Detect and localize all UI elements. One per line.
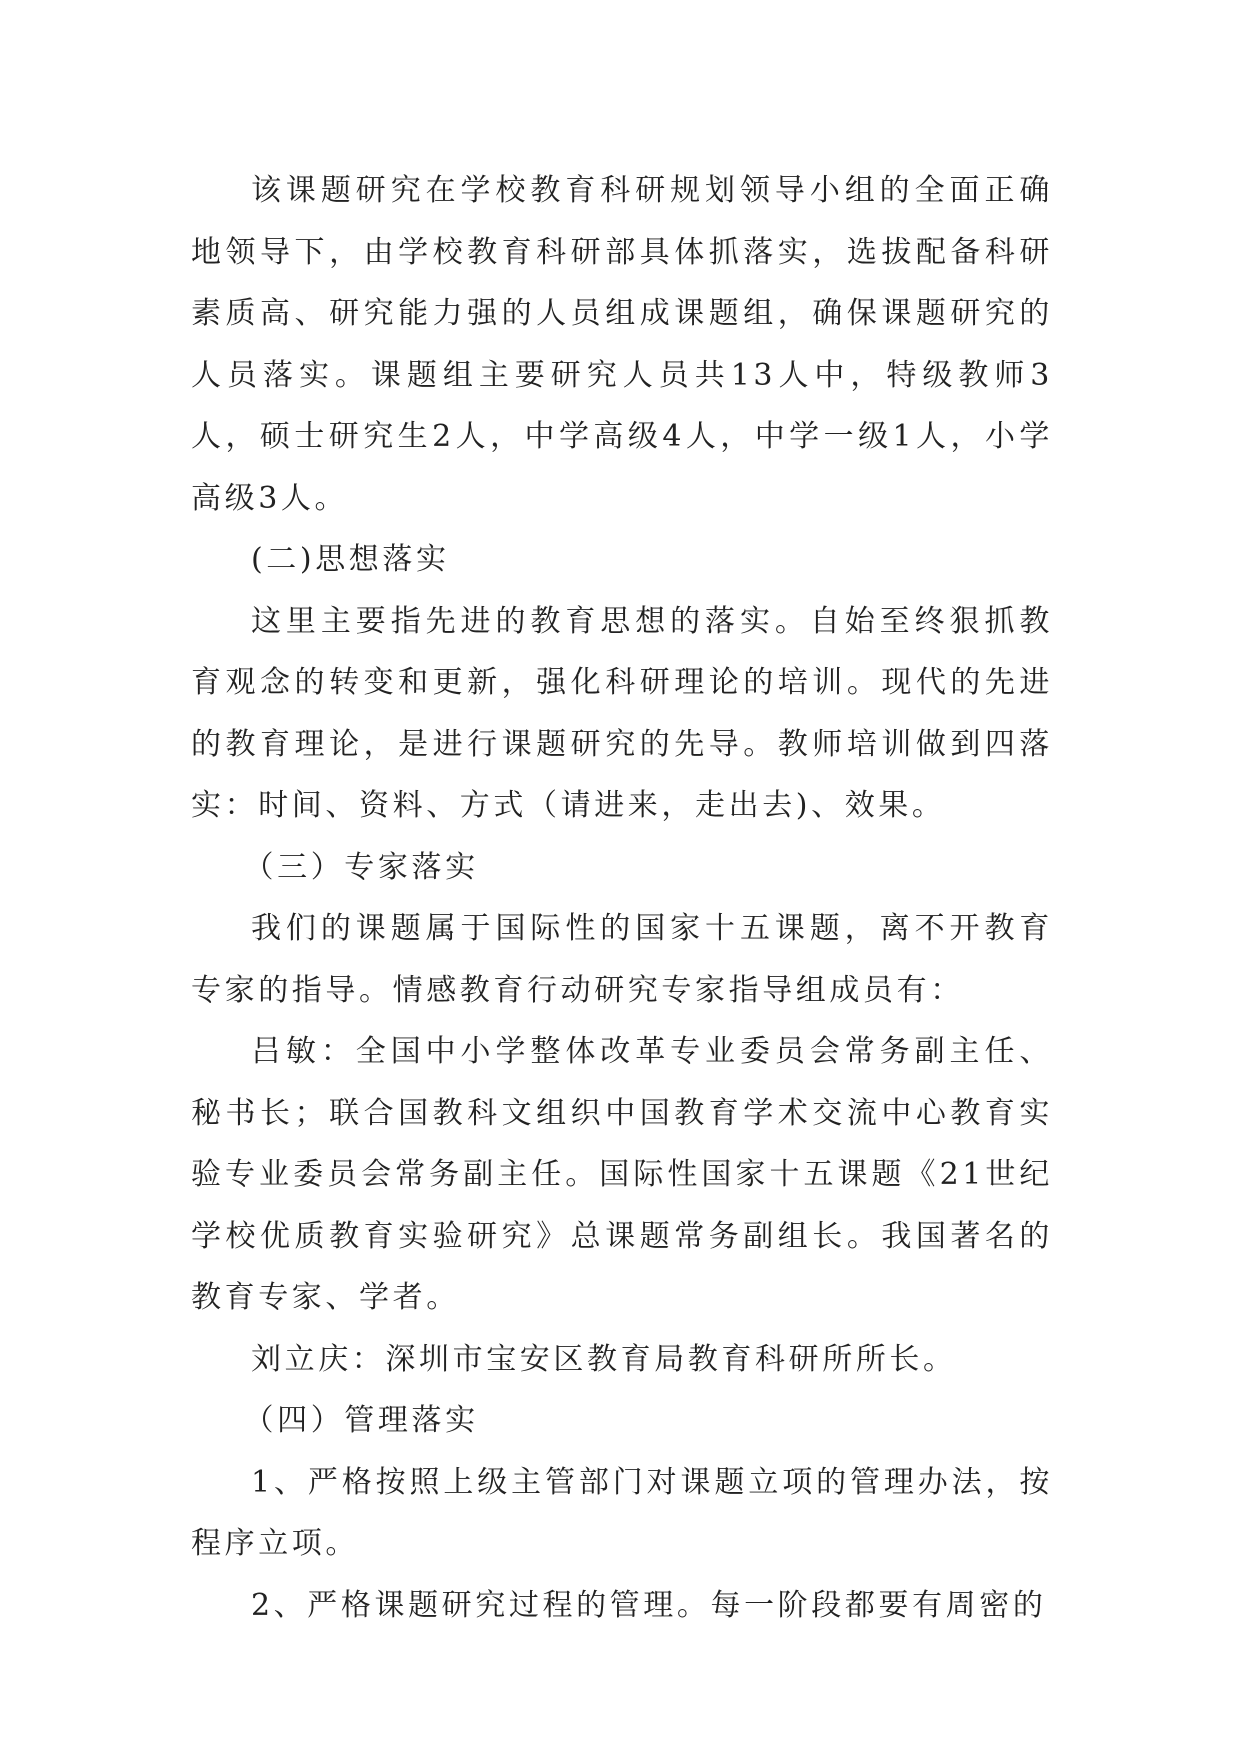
section-heading-experts: （三）专家落实 bbox=[243, 849, 479, 885]
paragraph-expert-liu-liqing: 刘立庆：深圳市宝安区教育局教育科研所所长。 bbox=[251, 1341, 957, 1377]
paragraph-management-1: 1、严格按照上级主管部门对课题立项的管理办法，按程序立项。 bbox=[191, 1464, 1053, 1561]
paragraph-personnel: 该课题研究在学校教育科研规划领导小组的全面正确地领导下，由学校教育科研部具体抓落实，选拔配备科研素质高、研究能力强的人员组成课题组，确保课题研究的人员落实。课题组主要研究人员共13人中，特级教师3人，硕士研究生2人，中学高级4人，中学一级1人，小学高级3人。 bbox=[191, 173, 1053, 516]
document-body bbox=[191, 160, 1053, 1636]
paragraph-ideas: 这里主要指先进的教育思想的落实。自始至终狠抓教育观念的转变和更新，强化科研理论的培训。现代的先进的教育理论，是进行课题研究的先导。教师培训做到四落实：时间、资料、方式（请进来，走出去)、效果。 bbox=[191, 603, 1053, 823]
section-heading-ideas: (二)思想落实 bbox=[251, 542, 450, 577]
paragraph-management-2: 2、严格课题研究过程的管理。每一阶段都要有周密的 bbox=[251, 1587, 1047, 1623]
section-heading-management: （四）管理落实 bbox=[243, 1403, 479, 1438]
paragraph-expert-lv-min: 吕敏：全国中小学整体改革专业委员会常务副主任、秘书长；联合国教科文组织中国教育学术交流中心教育实验专业委员会常务副主任。国际性国家十五课题《21世纪学校优质教育实验研究》总课题常务副组长。我国著名的教育专家、学者。 bbox=[191, 1034, 1053, 1315]
paragraph-experts-intro: 我们的课题属于国际性的国家十五课题，离不开教育专家的指导。情感教育行动研究专家指导组成员有： bbox=[191, 911, 1053, 1008]
